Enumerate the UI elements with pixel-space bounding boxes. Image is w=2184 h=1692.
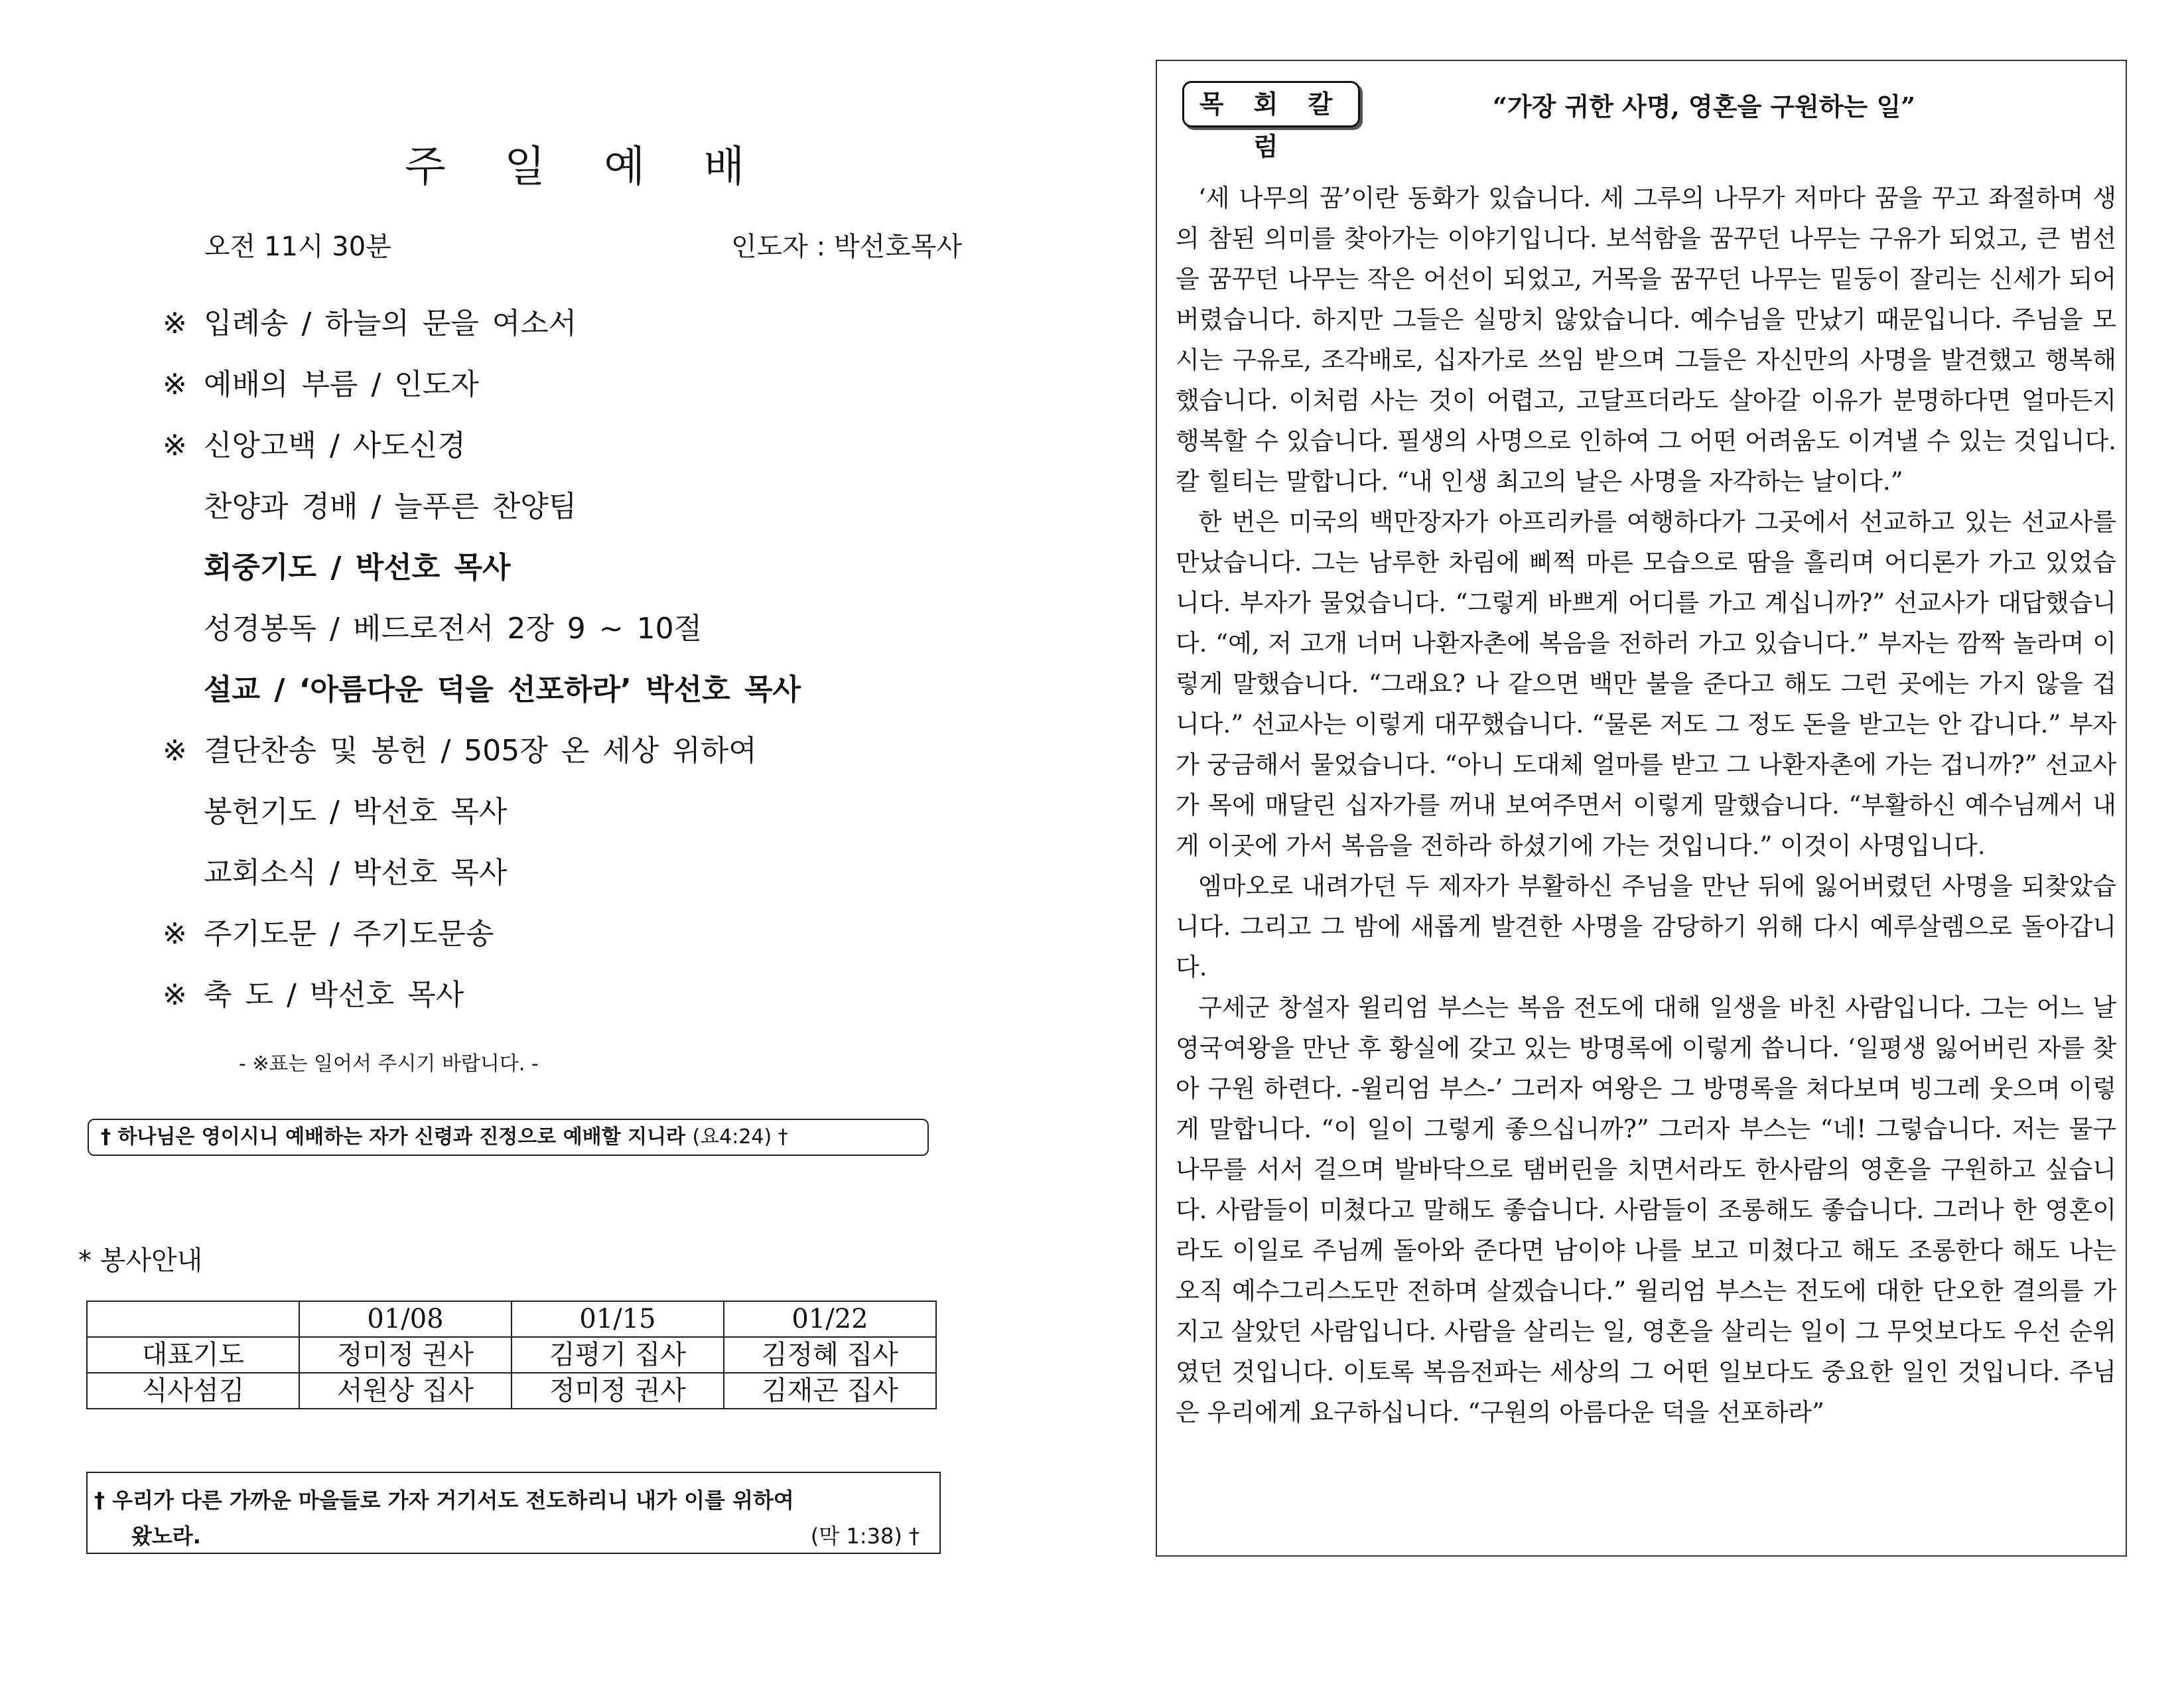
order-item-text: 교회소식 / 박선호 목사 xyxy=(204,856,508,890)
service-guide-title: * 봉사안내 xyxy=(78,1245,203,1276)
column-label: 목 회 칼 럼 xyxy=(1182,81,1360,127)
table-cell: 정미정 권사 xyxy=(299,1337,512,1373)
verse-reference: (막 1:38) † xyxy=(810,1523,920,1549)
order-item-text: 축 도 / 박선호 목사 xyxy=(204,978,464,1012)
standing-mark: ※ xyxy=(163,734,187,768)
standing-mark: ※ xyxy=(163,307,187,340)
order-item xyxy=(163,792,959,853)
order-item-text: 찬양과 경배 / 늘푸른 찬양팀 xyxy=(204,490,577,524)
order-item xyxy=(163,365,959,426)
order-item xyxy=(163,731,959,792)
order-item xyxy=(163,853,959,914)
order-item xyxy=(163,609,959,670)
service-table xyxy=(86,1301,937,1409)
verse-box-mark xyxy=(86,1472,941,1554)
table-row xyxy=(87,1373,936,1409)
table-cell: 서원상 집사 xyxy=(299,1373,512,1409)
table-header-cell: 01/15 xyxy=(512,1301,724,1337)
verse-box-john xyxy=(88,1119,929,1156)
order-item-text: 주기도문 / 주기도문송 xyxy=(204,917,494,951)
column-paragraph: ‘세 나무의 꿈’이란 동화가 있습니다. 세 그루의 나무가 저마다 꿈을 꾸고 좌절하며 생의 참된 의미를 찾아가는 이야기입니다. 보석함을 꿈꾸던 나무는 구유가 되었고, 큰 범선을 꿈꾸던 나무는 작은 어선이 되었고, 거목을 꿈꾸던 나무는 밑둥이 잘리는 신세가 되어버렸습니다. 하지만 그들은 실망치 않았습니다. 예수님을 만났기 때문입니다. 주님을 모시는 구유로, 조각배로, 십자가로 쓰임 받으며 그들은 자신만의 사명을 발견했고 행복해했습니다. 이처럼 사는 것이 어렵고, 고달프더라도 살아갈 이유가 분명하다면 얼마든지 행복할 수 있습니다. 필생의 사명으로 인하여 그 어떤 어려움도 이겨낼 수 있는 것입니다. 칼 힐티는 말합니다. “내 인생 최고의 날은 사명을 자각하는 날이다.” xyxy=(1176,184,2116,496)
order-item-text: 결단찬송 및 봉헌 / 505장 온 세상 위하여 xyxy=(204,734,757,768)
table-header-cell: 01/08 xyxy=(299,1301,512,1337)
order-item-text: 예배의 부름 / 인도자 xyxy=(204,368,479,401)
column-paragraph: 구세군 창설자 윌리엄 부스는 복음 전도에 대해 일생을 바친 사람입니다. 그는 어느 날 영국여왕을 만난 후 황실에 갖고 있는 방명록에 이렇게 씁니다. ‘일평생 잃어버린 자를 찾아 구원 하련다. -윌리엄 부스-’ 그러자 여왕은 그 방명록을 쳐다보며 빙그레 웃으며 이렇게 말합니다. “이 일이 그렇게 좋으십니까?” 그러자 부스는 “네! 그렇습니다. 저는 물구나무를 서서 걸으며 발바닥으로 탬버린을 치면서라도 한사람의 영혼을 구원하고 싶습니다. 사람들이 미쳤다고 말해도 좋습니다. 사람들이 조롱해도 좋습니다. 그러나 한 영혼이라도 이일로 주님께 돌아와 준다면 남이야 나를 보고 미쳤다고 해도 조롱한다 해도 나는 오직 예수그리스도만 전하며 살겠습니다.” 윌리엄 부스는 전도에 대한 단오한 결의를 가지고 살았던 사람입니다. 사람을 살리는 일, 영혼을 살리는 일이 그 무엇보다도 우선 순위였던 것입니다. 이토록 복음전파는 세상의 그 어떤 일보다도 중요한 일인 것입니다. 주님은 우리에게 요구하십니다. “구원의 아름다운 덕을 선포하라” xyxy=(1176,993,2116,1427)
order-item xyxy=(163,975,959,1036)
standing-mark: ※ xyxy=(163,917,187,951)
table-cell: 김평기 집사 xyxy=(512,1337,724,1373)
worship-time: 오전 11시 30분 xyxy=(204,232,391,262)
table-header-row xyxy=(87,1301,936,1337)
standing-mark: ※ xyxy=(163,429,187,462)
verse-text: † 하나님은 영이시니 예배하는 자가 신령과 진정으로 예배할 지니라 xyxy=(101,1125,686,1149)
table-cell: 대표기도 xyxy=(87,1337,299,1373)
table-header-cell: 01/22 xyxy=(724,1301,936,1337)
order-item-text: 봉헌기도 / 박선호 목사 xyxy=(204,795,508,829)
order-item xyxy=(163,548,959,609)
order-item-text: 설교 / ‘아름다운 덕을 선포하라’ 박선호 목사 xyxy=(204,673,801,707)
column-paragraph: 엠마오로 내려가던 두 제자가 부활하신 주님을 만난 뒤에 잃어버렸던 사명을 되찾았습니다. 그리고 그 밤에 새롭게 발견한 사명을 감당하기 위해 다시 예루살렘으로 돌아갑니다. xyxy=(1176,872,2116,981)
table-header-cell xyxy=(87,1301,299,1337)
table-cell: 정미정 권사 xyxy=(512,1373,724,1409)
table-cell: 식사섬김 xyxy=(87,1373,299,1409)
column-paragraph: 한 번은 미국의 백만장자가 아프리카를 여행하다가 그곳에서 선교하고 있는 선교사를 만났습니다. 그는 남루한 차림에 삐쩍 마른 모습으로 땀을 흘리며 어디론가 가고 있었습니다. 부자가 물었습니다. “그렇게 바쁘게 어디를 가고 계십니까?” 선교사가 대답했습니다. “예, 저 고개 너머 나환자촌에 복음을 전하러 가고 있습니다.” 부자는 깜짝 놀라며 이렇게 말했습니다. “그래요? 나 같으면 백만 불을 준다고 해도 그런 곳에는 가지 않을 겁니다.” 선교사는 이렇게 대꾸했습니다. “물론 저도 그 정도 돈을 받고는 안 갑니다.” 부자가 궁금해서 물었습니다. “아니 도대체 얼마를 받고 그 나환자촌에 가는 겁니까?” 선교사가 목에 매달린 십자가를 꺼내 보여주면서 이렇게 말했습니다. “부활하신 예수님께서 내게 이곳에 가서 복음을 전하라 하셨기에 가는 것입니다.” 이것이 사명입니다. xyxy=(1176,508,2116,860)
column-body xyxy=(1176,178,2116,1433)
order-item xyxy=(163,487,959,548)
order-item-text: 회중기도 / 박선호 목사 xyxy=(204,551,511,585)
order-item xyxy=(163,426,959,487)
table-cell: 김정혜 집사 xyxy=(724,1337,936,1373)
worship-title: 주 일 예 배 xyxy=(405,143,768,192)
column-title: “가장 귀한 사명, 영혼을 구원하는 일” xyxy=(1493,92,1916,121)
order-item-text: 입례송 / 하늘의 문을 여소서 xyxy=(204,307,577,340)
order-item-text: 성경봉독 / 베드로전서 2장 9 ~ 10절 xyxy=(204,612,703,646)
order-item xyxy=(163,304,959,365)
standing-note: - ※표는 일어서 주시기 바랍니다. - xyxy=(239,1052,539,1076)
order-of-worship xyxy=(163,304,959,1036)
table-row xyxy=(87,1337,936,1373)
verse-text-line-2: 왔노라. xyxy=(131,1523,201,1549)
verse-text-line-1: † 우리가 다른 가까운 마을들로 가자 거기서도 전도하리니 내가 이를 위하여 xyxy=(94,1488,794,1513)
order-item xyxy=(163,914,959,975)
worship-leader: 인도자 : 박선호목사 xyxy=(731,232,963,262)
verse-reference: (요4:24) † xyxy=(692,1125,788,1149)
standing-mark: ※ xyxy=(163,368,187,401)
order-item-text: 신앙고백 / 사도신경 xyxy=(204,429,466,462)
order-item xyxy=(163,670,959,731)
table-cell: 김재곤 집사 xyxy=(724,1373,936,1409)
standing-mark: ※ xyxy=(163,978,187,1012)
